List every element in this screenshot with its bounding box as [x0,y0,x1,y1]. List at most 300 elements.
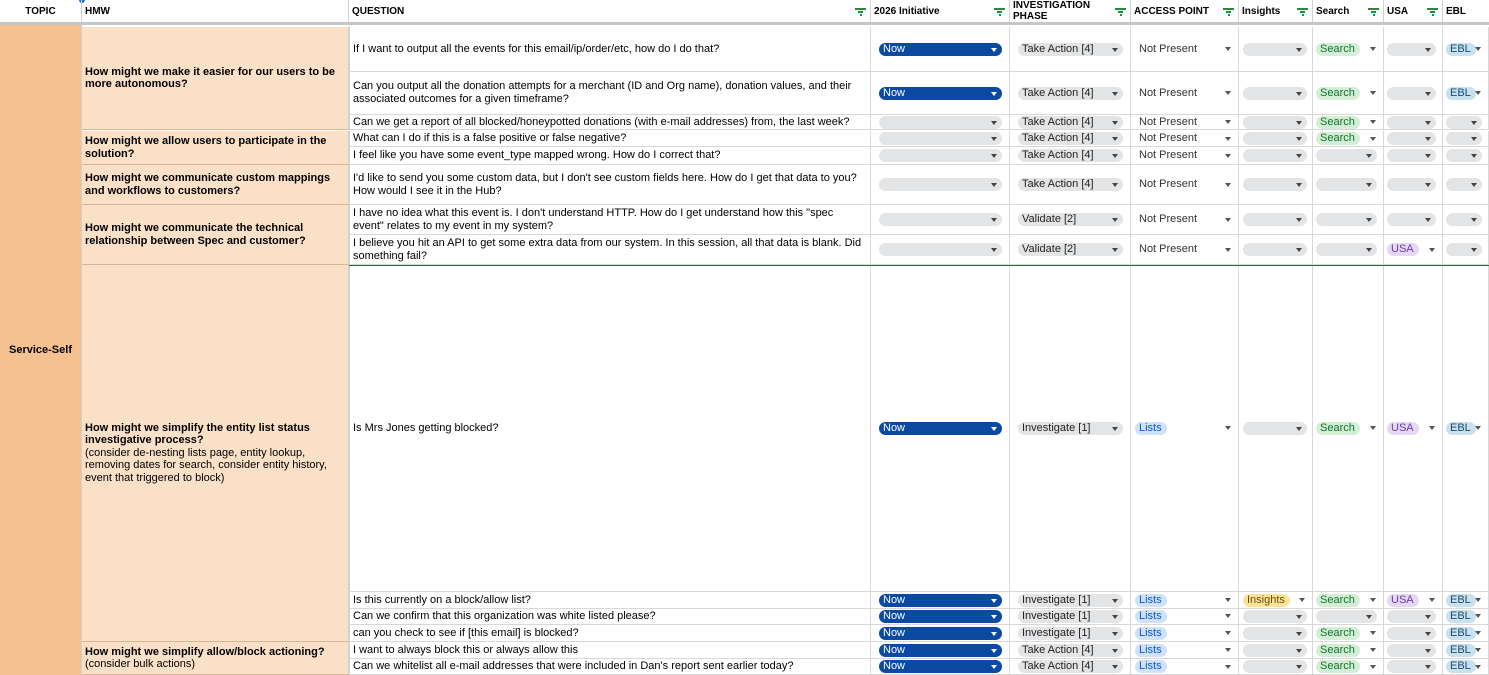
chevron-down-icon[interactable] [1299,598,1305,602]
ebl-cell[interactable] [1443,642,1489,658]
chevron-down-icon[interactable] [1225,183,1231,187]
chevron-down-icon[interactable] [1429,598,1435,602]
chevron-down-icon[interactable] [1225,120,1231,124]
chevron-down-icon[interactable] [1370,91,1376,95]
question-cell[interactable] [349,592,871,608]
ebl-dropdown[interactable] [1446,243,1482,256]
question-cell[interactable] [349,165,871,204]
chevron-down-icon[interactable] [1225,248,1231,252]
chevron-down-icon[interactable] [1429,426,1435,430]
initiative-dropdown[interactable] [879,610,1002,623]
chevron-down-icon[interactable] [1225,665,1231,669]
filter-icon[interactable] [1223,7,1234,15]
ebl-dropdown[interactable] [1446,149,1482,162]
access-chip[interactable] [1135,178,1203,191]
search-cell[interactable] [1313,608,1384,624]
initiative-dropdown[interactable] [879,594,1002,607]
search-chip[interactable] [1316,132,1360,145]
question-cell[interactable] [349,642,871,658]
ebl-dropdown[interactable] [1446,178,1482,191]
phase-cell[interactable] [1010,265,1131,591]
chevron-down-icon [1112,632,1118,636]
usa-cell[interactable] [1384,131,1443,146]
search-cell[interactable] [1313,625,1384,641]
phase-dropdown[interactable] [1018,422,1123,435]
insights-cell[interactable] [1239,625,1313,641]
access-cell[interactable] [1131,235,1239,264]
header-ebl[interactable] [1443,0,1489,22]
search-cell[interactable] [1313,205,1384,234]
question-cell[interactable] [349,625,871,641]
usa-dropdown[interactable] [1387,87,1436,100]
phase-dropdown[interactable] [1018,660,1123,673]
access-chip[interactable] [1135,132,1203,145]
hmw-cell[interactable] [82,205,349,265]
search-cell[interactable] [1313,659,1384,674]
usa-cell[interactable] [1384,165,1443,204]
phase-cell[interactable] [1010,659,1131,674]
filter-icon[interactable] [1427,7,1438,15]
phase-cell[interactable] [1010,147,1131,164]
phase-cell[interactable] [1010,27,1131,71]
chevron-down-icon[interactable] [1370,631,1376,635]
search-cell[interactable] [1313,592,1384,608]
initiative-cell[interactable] [871,625,1010,641]
question-cell[interactable] [349,608,871,624]
chevron-down-icon[interactable] [1225,648,1231,652]
chevron-down-icon [1471,137,1477,141]
access-chip[interactable] [1135,243,1203,256]
access-cell[interactable] [1131,72,1239,114]
phase-value: Validate [2] [1022,243,1077,255]
ebl-chip[interactable] [1446,644,1476,657]
phase-cell[interactable] [1010,235,1131,264]
question-cell[interactable] [349,72,871,114]
usa-dropdown[interactable] [1387,213,1436,226]
initiative-dropdown[interactable] [879,178,1002,191]
usa-cell[interactable] [1384,642,1443,658]
question-cell[interactable] [349,659,871,674]
access-cell[interactable] [1131,27,1239,71]
insights-dropdown[interactable] [1243,149,1307,162]
access-cell[interactable] [1131,205,1239,234]
initiative-cell[interactable] [871,147,1010,164]
ebl-chip[interactable] [1446,87,1476,100]
insights-dropdown[interactable] [1243,178,1307,191]
usa-dropdown[interactable] [1387,610,1436,623]
access-chip[interactable] [1135,213,1203,226]
usa-dropdown[interactable] [1387,660,1436,673]
usa-cell[interactable] [1384,147,1443,164]
chevron-down-icon [991,427,997,431]
access-chip[interactable] [1135,149,1203,162]
ebl-cell[interactable] [1443,147,1489,164]
usa-chip[interactable] [1387,243,1419,256]
phase-dropdown[interactable] [1018,610,1123,623]
search-chip[interactable] [1316,644,1360,657]
search-chip[interactable] [1316,422,1360,435]
chevron-down-icon[interactable] [1370,426,1376,430]
search-cell[interactable] [1313,131,1384,146]
usa-cell[interactable] [1384,115,1443,129]
chevron-down-icon[interactable] [1475,614,1481,618]
ebl-cell[interactable] [1443,592,1489,608]
hmw-cell[interactable] [82,165,349,205]
hmw-title: How might we make it easier for our users to be more autonomous? [85,65,336,90]
phase-cell[interactable] [1010,165,1131,204]
insights-cell[interactable] [1239,72,1313,114]
filter-icon[interactable] [994,7,1005,15]
chevron-down-icon[interactable] [1225,154,1231,158]
ebl-chip[interactable] [1446,43,1476,56]
filter-icon[interactable] [1115,7,1126,15]
ebl-chip[interactable] [1446,627,1476,640]
question-text: What can I do if this is a false positive or false negative? [353,132,627,144]
ebl-cell[interactable] [1443,27,1489,71]
insights-dropdown[interactable] [1243,627,1307,640]
access-cell[interactable] [1131,608,1239,624]
usa-cell[interactable] [1384,27,1443,71]
insights-chip[interactable] [1243,594,1290,607]
usa-dropdown[interactable] [1387,644,1436,657]
hmw-cell[interactable] [82,265,349,642]
initiative-value: Now [883,593,906,606]
phase-dropdown[interactable] [1018,116,1123,129]
ebl-chip[interactable] [1446,422,1476,435]
ebl-chip[interactable] [1446,610,1476,623]
ebl-cell[interactable] [1443,165,1489,204]
chevron-down-icon[interactable] [1475,665,1481,669]
question-cell[interactable] [349,131,871,146]
search-dropdown[interactable] [1316,243,1377,256]
access-cell[interactable] [1131,659,1239,674]
insights-cell[interactable] [1239,642,1313,658]
phase-cell[interactable] [1010,608,1131,624]
ebl-chip[interactable] [1446,594,1476,607]
search-chip[interactable] [1316,87,1360,100]
insights-cell[interactable] [1239,265,1313,591]
search-dropdown[interactable] [1316,610,1377,623]
phase-dropdown[interactable] [1018,213,1123,226]
header-phase[interactable] [1010,0,1131,22]
insights-dropdown[interactable] [1243,644,1307,657]
header-hmw[interactable] [82,0,349,22]
usa-cell[interactable] [1384,265,1443,591]
insights-cell[interactable] [1239,592,1313,608]
search-chip[interactable] [1316,43,1360,56]
insights-cell[interactable] [1239,205,1313,234]
usa-cell[interactable] [1384,592,1443,608]
phase-value: Take Action [4] [1022,115,1094,128]
chevron-down-icon [1112,48,1118,52]
header-insights-label: Insights [1242,5,1281,17]
question-cell[interactable] [349,115,871,129]
chevron-down-icon [1296,137,1302,141]
phase-value: Validate [2] [1022,213,1077,225]
chevron-down-icon[interactable] [1225,91,1231,95]
phase-cell[interactable] [1010,625,1131,641]
insights-cell[interactable] [1239,165,1313,204]
phase-dropdown[interactable] [1018,644,1123,657]
initiative-cell[interactable] [871,608,1010,624]
insights-cell[interactable] [1239,131,1313,146]
initiative-cell[interactable] [871,235,1010,264]
access-chip[interactable] [1135,610,1167,623]
insights-dropdown[interactable] [1243,87,1307,100]
hmw-title: How might we simplify the entity list status investigative process? [85,421,310,447]
initiative-dropdown[interactable] [879,660,1002,673]
filter-icon[interactable] [1368,7,1379,15]
hmw-cell[interactable] [82,131,349,165]
phase-dropdown[interactable] [1018,627,1123,640]
initiative-cell[interactable] [871,659,1010,674]
access-chip[interactable] [1135,87,1203,100]
usa-chip[interactable] [1387,422,1419,435]
ebl-cell[interactable] [1443,235,1489,264]
initiative-dropdown[interactable] [879,149,1002,162]
chevron-down-icon [1112,427,1118,431]
insights-dropdown[interactable] [1243,213,1307,226]
header-usa[interactable] [1384,0,1443,22]
search-cell[interactable] [1313,235,1384,264]
access-chip[interactable] [1135,660,1167,673]
usa-dropdown[interactable] [1387,149,1436,162]
usa-dropdown[interactable] [1387,43,1436,56]
initiative-cell[interactable] [871,115,1010,129]
usa-cell[interactable] [1384,72,1443,114]
access-chip[interactable] [1135,422,1167,435]
access-cell[interactable] [1131,147,1239,164]
phase-dropdown[interactable] [1018,243,1123,256]
access-cell[interactable] [1131,115,1239,129]
ebl-cell[interactable] [1443,625,1489,641]
chevron-down-icon [1471,154,1477,158]
insights-dropdown[interactable] [1243,610,1307,623]
ebl-value: EBL [1450,86,1471,99]
ebl-cell[interactable] [1443,72,1489,114]
insights-cell[interactable] [1239,235,1313,264]
usa-dropdown[interactable] [1387,627,1436,640]
header-topic[interactable] [0,0,82,22]
header-initiative[interactable] [871,0,1010,22]
insights-dropdown[interactable] [1243,422,1307,435]
topic-cell[interactable] [0,25,82,675]
chevron-down-icon[interactable] [1225,137,1231,141]
initiative-dropdown[interactable] [879,243,1002,256]
initiative-cell[interactable] [871,72,1010,114]
search-chip[interactable] [1316,594,1360,607]
ebl-cell[interactable] [1443,115,1489,129]
question-cell[interactable] [349,27,871,71]
phase-cell[interactable] [1010,115,1131,129]
initiative-cell[interactable] [871,27,1010,71]
chevron-down-icon [991,615,997,619]
ebl-cell[interactable] [1443,608,1489,624]
initiative-dropdown[interactable] [879,213,1002,226]
chevron-down-icon[interactable] [1429,248,1435,252]
insights-dropdown[interactable] [1243,43,1307,56]
search-cell[interactable] [1313,642,1384,658]
phase-dropdown[interactable] [1018,178,1123,191]
search-cell[interactable] [1313,72,1384,114]
ebl-chip[interactable] [1446,660,1476,673]
insights-dropdown[interactable] [1243,243,1307,256]
usa-cell[interactable] [1384,235,1443,264]
access-chip[interactable] [1135,644,1167,657]
initiative-cell[interactable] [871,205,1010,234]
search-cell[interactable] [1313,27,1384,71]
chevron-down-icon[interactable] [1370,120,1376,124]
initiative-dropdown[interactable] [879,422,1002,435]
header-access[interactable] [1131,0,1239,22]
chevron-down-icon[interactable] [1370,665,1376,669]
access-cell[interactable] [1131,165,1239,204]
phase-dropdown[interactable] [1018,87,1123,100]
chevron-down-icon[interactable] [1475,426,1481,430]
chevron-down-icon[interactable] [1475,598,1481,602]
chevron-down-icon [991,218,997,222]
phase-cell[interactable] [1010,592,1131,608]
usa-dropdown[interactable] [1387,116,1436,129]
chevron-down-icon[interactable] [1370,598,1376,602]
chevron-down-icon [1296,48,1302,52]
chevron-down-icon[interactable] [1370,137,1376,141]
chevron-down-icon[interactable] [1475,648,1481,652]
access-chip[interactable] [1135,116,1203,129]
ebl-dropdown[interactable] [1446,213,1482,226]
ebl-cell[interactable] [1443,659,1489,674]
chevron-down-icon [1112,154,1118,158]
chevron-down-icon [1296,92,1302,96]
usa-value: USA [1391,421,1414,434]
search-chip[interactable] [1316,627,1360,640]
insights-dropdown[interactable] [1243,132,1307,145]
hmw-note: (consider de-nesting lists page, entity lookup, removing dates for search, consider entity history, event that triggered to block) [85,446,327,484]
access-chip[interactable] [1135,594,1167,607]
chevron-down-icon[interactable] [1225,426,1231,430]
ebl-cell[interactable] [1443,205,1489,234]
initiative-value: Now [883,660,906,672]
initiative-cell[interactable] [871,265,1010,591]
access-cell[interactable] [1131,642,1239,658]
chevron-down-icon [1296,121,1302,125]
phase-dropdown[interactable] [1018,132,1123,145]
usa-cell[interactable] [1384,625,1443,641]
question-text: I want to always block this or always allow this [353,643,578,656]
chevron-down-icon[interactable] [1475,47,1481,51]
initiative-dropdown[interactable] [879,116,1002,129]
ebl-cell[interactable] [1443,265,1489,591]
insights-cell[interactable] [1239,659,1313,674]
phase-dropdown[interactable] [1018,594,1123,607]
initiative-cell[interactable] [871,165,1010,204]
question-cell[interactable] [349,265,871,591]
header-insights[interactable] [1239,0,1313,22]
chevron-down-icon[interactable] [1370,47,1376,51]
hmw-cell[interactable] [82,642,349,675]
phase-cell[interactable] [1010,642,1131,658]
initiative-dropdown[interactable] [879,43,1002,56]
chevron-down-icon[interactable] [1225,598,1231,602]
access-chip[interactable] [1135,43,1203,56]
usa-cell[interactable] [1384,205,1443,234]
usa-cell[interactable] [1384,608,1443,624]
phase-dropdown[interactable] [1018,149,1123,162]
insights-cell[interactable] [1239,27,1313,71]
usa-dropdown[interactable] [1387,132,1436,145]
phase-cell[interactable] [1010,131,1131,146]
usa-dropdown[interactable] [1387,178,1436,191]
ebl-dropdown[interactable] [1446,116,1482,129]
search-chip[interactable] [1316,660,1360,673]
access-chip[interactable] [1135,627,1167,640]
header-question[interactable] [349,0,871,22]
question-cell[interactable] [349,235,871,264]
insights-cell[interactable] [1239,608,1313,624]
search-dropdown[interactable] [1316,213,1377,226]
initiative-cell[interactable] [871,592,1010,608]
search-dropdown[interactable] [1316,178,1377,191]
ebl-cell[interactable] [1443,131,1489,146]
chevron-down-icon[interactable] [1225,631,1231,635]
search-cell[interactable] [1313,147,1384,164]
insights-cell[interactable] [1239,147,1313,164]
access-cell[interactable] [1131,265,1239,591]
search-cell[interactable] [1313,165,1384,204]
question-cell[interactable] [349,147,871,164]
hmw-cell[interactable] [82,27,349,130]
chevron-down-icon[interactable] [1370,648,1376,652]
header-search[interactable] [1313,0,1384,22]
chevron-down-icon[interactable] [1475,631,1481,635]
initiative-dropdown[interactable] [879,644,1002,657]
insights-cell[interactable] [1239,115,1313,129]
usa-cell[interactable] [1384,659,1443,674]
chevron-down-icon [1296,248,1302,252]
initiative-value: Now [883,42,906,55]
phase-cell[interactable] [1010,72,1131,114]
chevron-down-icon[interactable] [1225,47,1231,51]
search-dropdown[interactable] [1316,149,1377,162]
initiative-dropdown[interactable] [879,627,1002,640]
chevron-down-icon[interactable] [1225,218,1231,222]
access-cell[interactable] [1131,131,1239,146]
search-value: Search [1320,421,1355,434]
usa-chip[interactable] [1387,594,1419,607]
ebl-dropdown[interactable] [1446,132,1482,145]
insights-dropdown[interactable] [1243,116,1307,129]
search-cell[interactable] [1313,115,1384,129]
initiative-cell[interactable] [871,131,1010,146]
search-cell[interactable] [1313,265,1384,591]
access-cell[interactable] [1131,625,1239,641]
chevron-down-icon[interactable] [1475,91,1481,95]
phase-cell[interactable] [1010,205,1131,234]
insights-dropdown[interactable] [1243,660,1307,673]
access-cell[interactable] [1131,592,1239,608]
initiative-dropdown[interactable] [879,132,1002,145]
usa-value: USA [1391,243,1414,255]
filter-icon[interactable] [1297,7,1308,15]
chevron-down-icon[interactable] [1225,614,1231,618]
question-cell[interactable] [349,205,871,234]
filter-icon[interactable] [855,7,866,15]
initiative-dropdown[interactable] [879,87,1002,100]
phase-dropdown[interactable] [1018,43,1123,56]
search-chip[interactable] [1316,116,1360,129]
initiative-cell[interactable] [871,642,1010,658]
search-value: Search [1320,132,1355,144]
